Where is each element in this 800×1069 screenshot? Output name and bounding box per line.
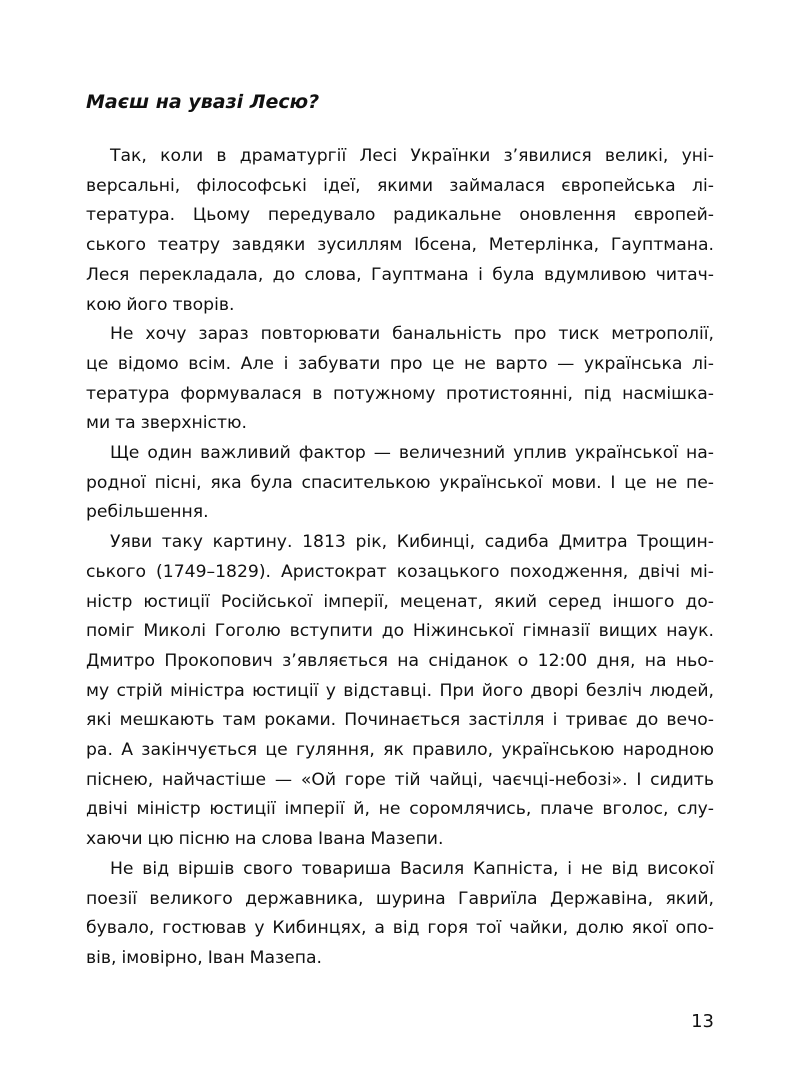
text-line: Уяви таку картину. 1813 рік, Кибинці, садиба Дмитра Трощин- bbox=[110, 532, 714, 553]
section-heading: Маєш на увазі Лесю? bbox=[86, 91, 320, 113]
text-line: хаючи цю пісню на слова Івана Мазепи. bbox=[86, 829, 444, 850]
text-line: Дмитро Прокопович з’являється на сніданок о 12:00 дня, на ньо- bbox=[86, 650, 714, 671]
text-line: ребільшення. bbox=[86, 502, 209, 523]
text-line: вів, імовірно, Іван Мазепа. bbox=[86, 947, 322, 968]
text-line: бувало, гостював у Кибинцях, а від горя тої чайки, долю якої опо- bbox=[86, 918, 714, 939]
paragraph bbox=[86, 320, 714, 439]
text-line: поезії великого державника, шурина Гавриїла Державіна, який, bbox=[86, 888, 714, 909]
body-text bbox=[86, 142, 714, 974]
text-line: Не хочу зараз повторювати банальність про тиск метрополії, bbox=[110, 324, 714, 345]
text-line: Леся перекладала, до слова, Гауптмана і була вдумливою читач- bbox=[86, 264, 714, 285]
text-line: Так, коли в драматургії Лесі Українки з’явилися великі, уні- bbox=[110, 146, 714, 166]
text-line: кою його творів. bbox=[86, 294, 235, 315]
text-line: ського театру завдяки зусиллям Ібсена, Метерлінка, Гауптмана. bbox=[86, 235, 714, 256]
paragraph bbox=[86, 528, 714, 855]
text-line: двічі міністр юстиції імперії й, не соромлячись, плаче вголос, слу- bbox=[86, 799, 714, 820]
paragraph bbox=[86, 855, 714, 974]
text-line: ністр юстиції Російської імперії, меценат, який серед іншого до- bbox=[86, 591, 714, 612]
text-line: ського (1749–1829). Аристократ козацького походження, двічі мі- bbox=[86, 561, 714, 582]
paragraph bbox=[86, 439, 714, 528]
text-line: тература формувалася в потужному протистоянні, під насмішка- bbox=[86, 383, 714, 404]
text-line: це відомо всім. Але і забувати про це не варто — українська лі- bbox=[86, 353, 714, 374]
text-line: тература. Цьому передувало радикальне оновлення європей- bbox=[86, 205, 714, 226]
paragraph bbox=[86, 142, 714, 320]
text-line: версальні, філософські ідеї, якими займалася європейська лі- bbox=[86, 175, 714, 196]
text-line: які мешкають там роками. Починається застілля і триває до вечо- bbox=[86, 710, 714, 731]
text-line: ра. А закінчується це гуляння, як правило, українською народною bbox=[86, 740, 714, 761]
text-line: піснею, найчастіше — «Ой горе тій чайці, чаєчці-небозі». І сидить bbox=[86, 769, 714, 790]
text-line: ми та зверхністю. bbox=[86, 413, 247, 434]
text-line: му стрій міністра юстиції у відставці. При його дворі безліч людей, bbox=[86, 680, 714, 701]
text-line: поміг Миколі Гоголю вступити до Ніжинської гімназії вищих наук. bbox=[86, 621, 714, 642]
text-line: Ще один важливий фактор — величезний уплив української на- bbox=[110, 443, 714, 464]
text-line: родної пісні, яка була спасителькою української мови. І це не пе- bbox=[86, 472, 714, 493]
text-line: Не від віршів свого товариша Василя Капніста, і не від високої bbox=[110, 858, 714, 879]
page-number: 13 bbox=[691, 1011, 714, 1032]
